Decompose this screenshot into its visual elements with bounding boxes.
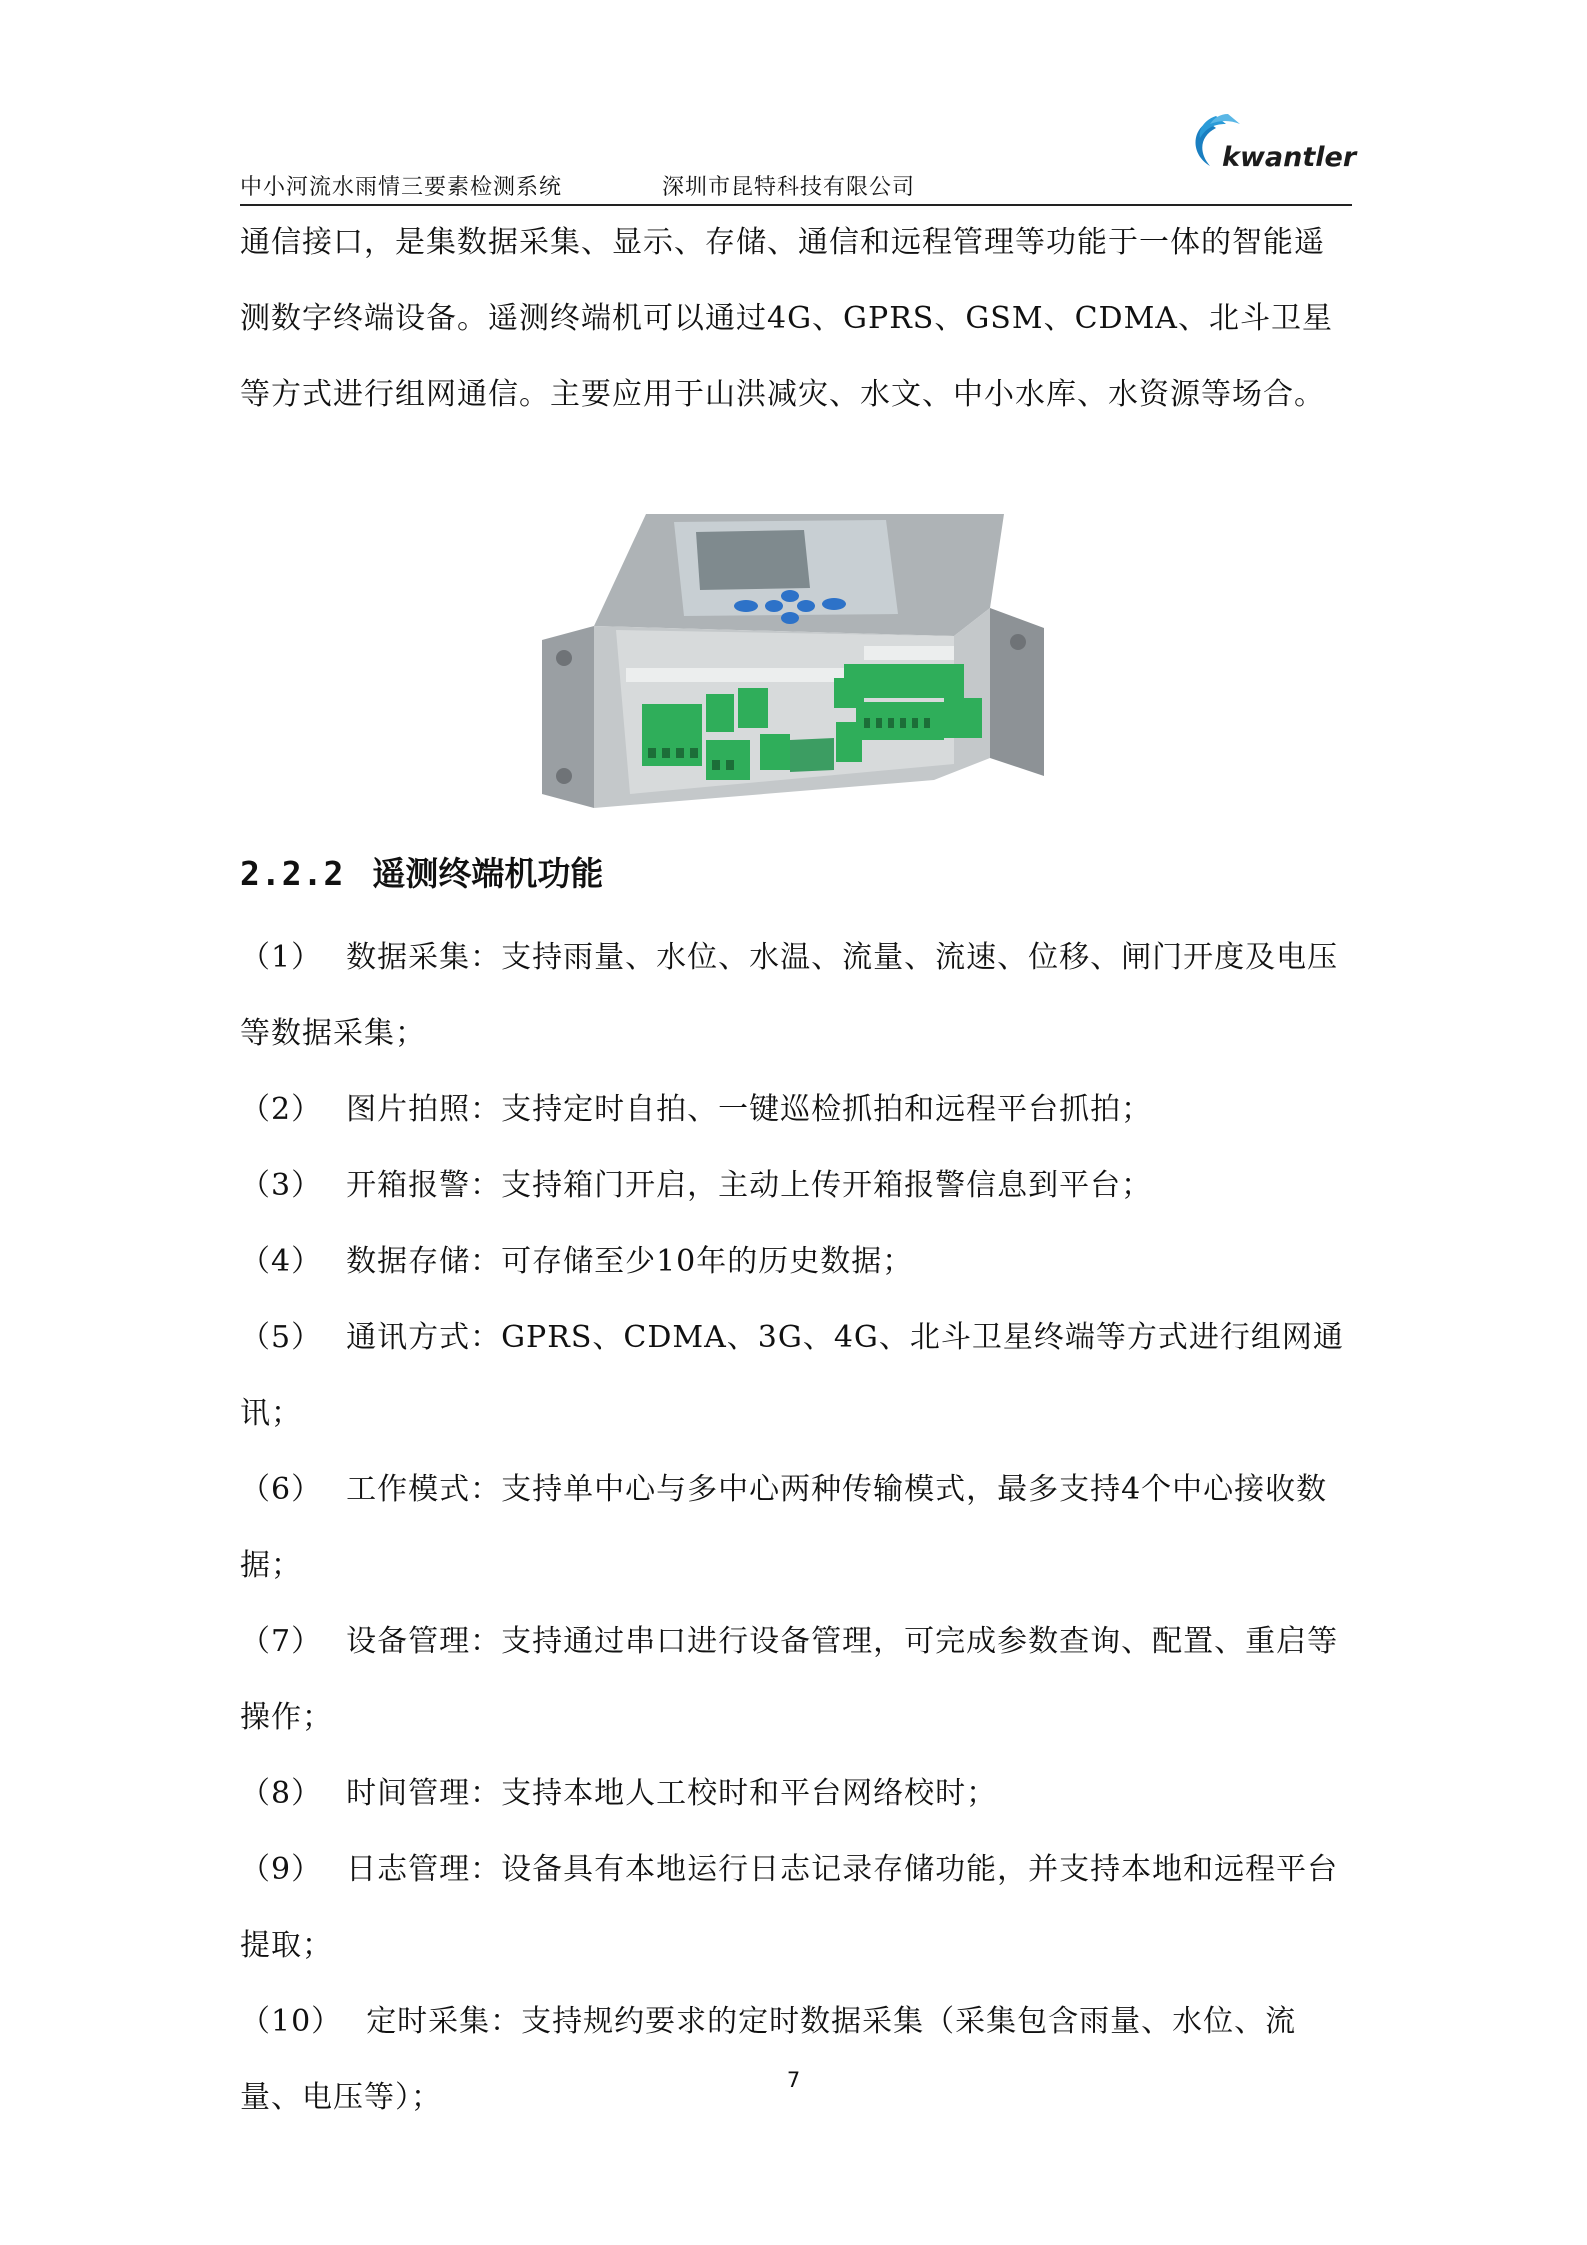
list-item: （10） 定时采集：支持规约要求的定时数据采集（采集包含雨量、水位、流量、电压等）；: [240, 2004, 1297, 2115]
list-item: （2） 图片拍照：支持定时自拍、一键巡检抓拍和远程平台抓拍；: [240, 1092, 1153, 1127]
list-item: （9） 日志管理：设备具有本地运行日志记录存储功能，并支持本地和远程平台提取；: [240, 1852, 1339, 1963]
list-item: （5） 通讯方式：GPRS、CDMA、3G、4G、北斗卫星终端等方式进行组网通讯；: [240, 1320, 1344, 1431]
list-item: （7） 设备管理：支持通过串口进行设备管理，可完成参数查询、配置、重启等操作；: [240, 1624, 1339, 1735]
telemetry-terminal-photo: [534, 508, 1052, 830]
function-list: [240, 920, 1352, 2136]
company-name: 深圳市昆特科技有限公司: [662, 175, 916, 200]
document-title: 中小河流水雨情三要素检测系统: [240, 175, 563, 200]
company-logo: [1180, 108, 1357, 178]
list-item: （6） 工作模式：支持单中心与多中心两种传输模式，最多支持4个中心接收数据；: [240, 1472, 1328, 1583]
list-item: （4） 数据存储：可存储至少10年的历史数据；: [240, 1244, 914, 1279]
section-number: 2.2.2: [240, 854, 345, 893]
list-item: （8） 时间管理：支持本地人工校时和平台网络校时；: [240, 1776, 998, 1811]
intro-paragraph: 通信接口，是集数据采集、显示、存储、通信和远程管理等功能于一体的智能遥测数字终端设备。遥测终端机可以通过4G、GPRS、GSM、CDMA、北斗卫星等方式进行组网通信。主要应用于山洪减灾、水文、中小水库、水资源等场合。: [240, 225, 1333, 412]
page-header: [240, 108, 1357, 204]
page-number: 7: [786, 2068, 801, 2092]
section-title-text: 遥测终端机功能: [372, 854, 604, 893]
logo-wordmark: kwantler: [1222, 142, 1357, 173]
list-item: （3） 开箱报警：支持箱门开启，主动上传开箱报警信息到平台；: [240, 1168, 1153, 1203]
section-heading: [240, 848, 603, 895]
telemetry-terminal-device-icon: [534, 508, 1052, 830]
list-item: （1） 数据采集：支持雨量、水位、水温、流量、流速、位移、闸门开度及电压等数据采集；: [240, 940, 1339, 1051]
